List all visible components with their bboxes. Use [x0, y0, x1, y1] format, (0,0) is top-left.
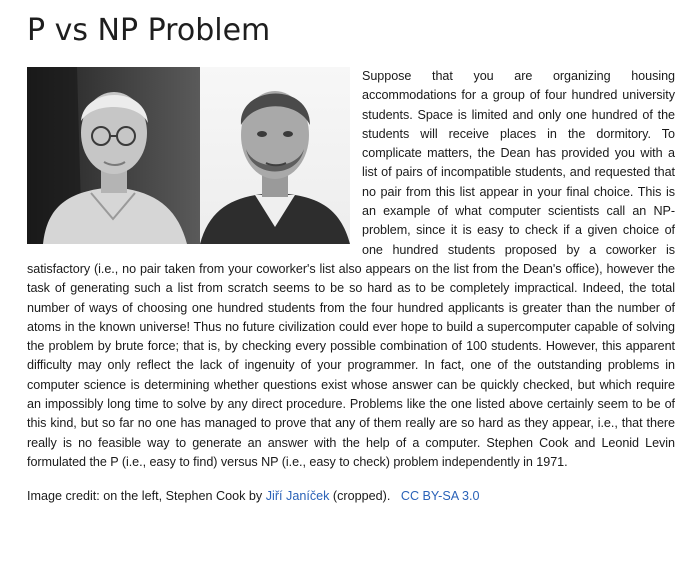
- article: [27, 67, 675, 472]
- credit-prefix: Image credit: on the left, Stephen Cook by: [27, 489, 266, 504]
- credit-suffix: (cropped).: [329, 489, 391, 504]
- credit-author-link[interactable]: Jiří Janíček: [265, 489, 330, 504]
- image-credit: [27, 487, 675, 505]
- photo-stephen-cook: [27, 67, 200, 244]
- page-content: [27, 12, 675, 505]
- article-body: Suppose that you are organizing housing accommodations for a group of four hundred university students. Space is limited and only one hundred of the students will receive places in the dormitory. To complicate matters, the Dean has provided you with a list of pairs of incompatible students, and requested that no pair from this list appear in your final choice. This is an example of what computer scientists call an NP-problem, since it is easy to check if a given choice of one hundred students proposed by a coworker is satisfactory (i.e., no pair taken from your coworker's list also appears on the list from the Dean's office), however the task of generating such a list from scratch seems to be so hard as to be completely impractical. Indeed, the total number of ways of choosing one hundred students from the four hundred applicants is greater than the number of atoms in the known universe! Thus no future civilization could ever hope to build a supercomputer capable of solving the problem by brute force; that is, by checking every possible combination of 100 students. However, this apparent difficulty may only reflect the lack of ingenuity of your programmer. In fact, one of the outstanding problems in computer science is determining whether questions exist whose answer can be quickly checked, but which require an impossibly long time to solve by any direct procedure. Problems like the one listed above certainly seem to be of this kind, but so far no one has managed to prove that any of them really are so hard as they appear, i.e., that there really is no feasible way to generate an answer with the help of a computer. Stephen Cook and Leonid Levin formulated the P (i.e., easy to find) versus NP (i.e., easy to check) problem independently in 1971.: [27, 69, 675, 469]
- page-title: P vs NP Problem: [27, 13, 271, 48]
- photo-leonid-levin: [200, 67, 350, 244]
- license-link[interactable]: CC BY-SA 3.0: [400, 489, 480, 504]
- portrait-photos: [27, 67, 350, 244]
